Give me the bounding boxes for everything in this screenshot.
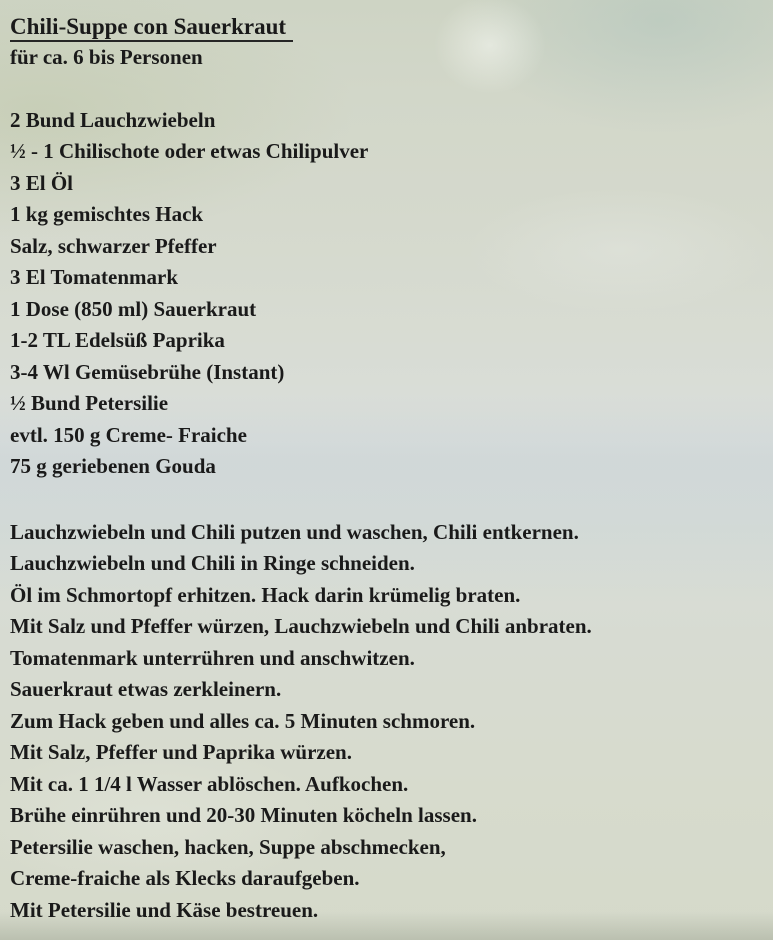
blank-line bbox=[10, 74, 765, 105]
step-line: Lauchzwiebeln und Chili putzen und waschen, Chili entkernen. bbox=[10, 519, 579, 544]
ingredient-line: Salz, schwarzer Pfeffer bbox=[10, 233, 217, 258]
step-line: Brühe einrühren und 20-30 Minuten köcheln lassen. bbox=[10, 803, 477, 827]
step-line: Lauchzwiebeln und Chili in Ringe schneiden. bbox=[10, 551, 415, 575]
step-line: Petersilie waschen, hacken, Suppe abschmecken, bbox=[10, 834, 446, 859]
ingredient-line: 75 g geriebenen Gouda bbox=[10, 454, 216, 478]
ingredient-line: 2 Bund Lauchzwiebeln bbox=[10, 107, 216, 132]
ingredient-line: 3 El Öl bbox=[10, 170, 74, 195]
step-line: Sauerkraut etwas zerkleinern. bbox=[10, 677, 282, 701]
ingredient-line: 3 El Tomatenmark bbox=[10, 265, 179, 289]
page-title bbox=[10, 12, 765, 42]
step-line: Öl im Schmortopf erhitzen. Hack darin krümelig braten. bbox=[10, 582, 521, 607]
step-line: Mit Salz und Pfeffer würzen, Lauchzwiebeln und Chili anbraten. bbox=[10, 614, 592, 638]
blank-line bbox=[10, 483, 765, 517]
step-line: Mit Petersilie und Käse bestreuen. bbox=[10, 897, 319, 922]
ingredient-line: evtl. 150 g Creme- Fraiche bbox=[10, 422, 247, 447]
recipe-servings: für ca. 6 bis Personen bbox=[10, 45, 203, 69]
ingredient-line: 1 kg gemischtes Hack bbox=[10, 202, 204, 226]
ingredient-line: 1 Dose (850 ml) Sauerkraut bbox=[10, 296, 257, 321]
ingredient-line: ½ - 1 Chilischote oder etwas Chilipulver bbox=[10, 139, 369, 163]
ingredient-line: 3-4 Wl Gemüsebrühe (Instant) bbox=[10, 359, 285, 384]
step-line: Zum Hack geben und alles ca. 5 Minuten schmoren. bbox=[10, 708, 476, 733]
step-line: Tomatenmark unterrühren und anschwitzen. bbox=[10, 645, 415, 670]
recipe-title: Chili-Suppe con Sauerkraut bbox=[10, 13, 293, 42]
ingredient-line: 1-2 TL Edelsüß Paprika bbox=[10, 328, 225, 352]
ingredient-line: ½ Bund Petersilie bbox=[10, 391, 169, 415]
step-line: Mit ca. 1 1/4 l Wasser ablöschen. Aufkochen. bbox=[10, 771, 409, 796]
step-line: Mit Salz, Pfeffer und Paprika würzen. bbox=[10, 740, 352, 764]
step-line: Creme-fraiche als Klecks daraufgeben. bbox=[10, 866, 360, 890]
